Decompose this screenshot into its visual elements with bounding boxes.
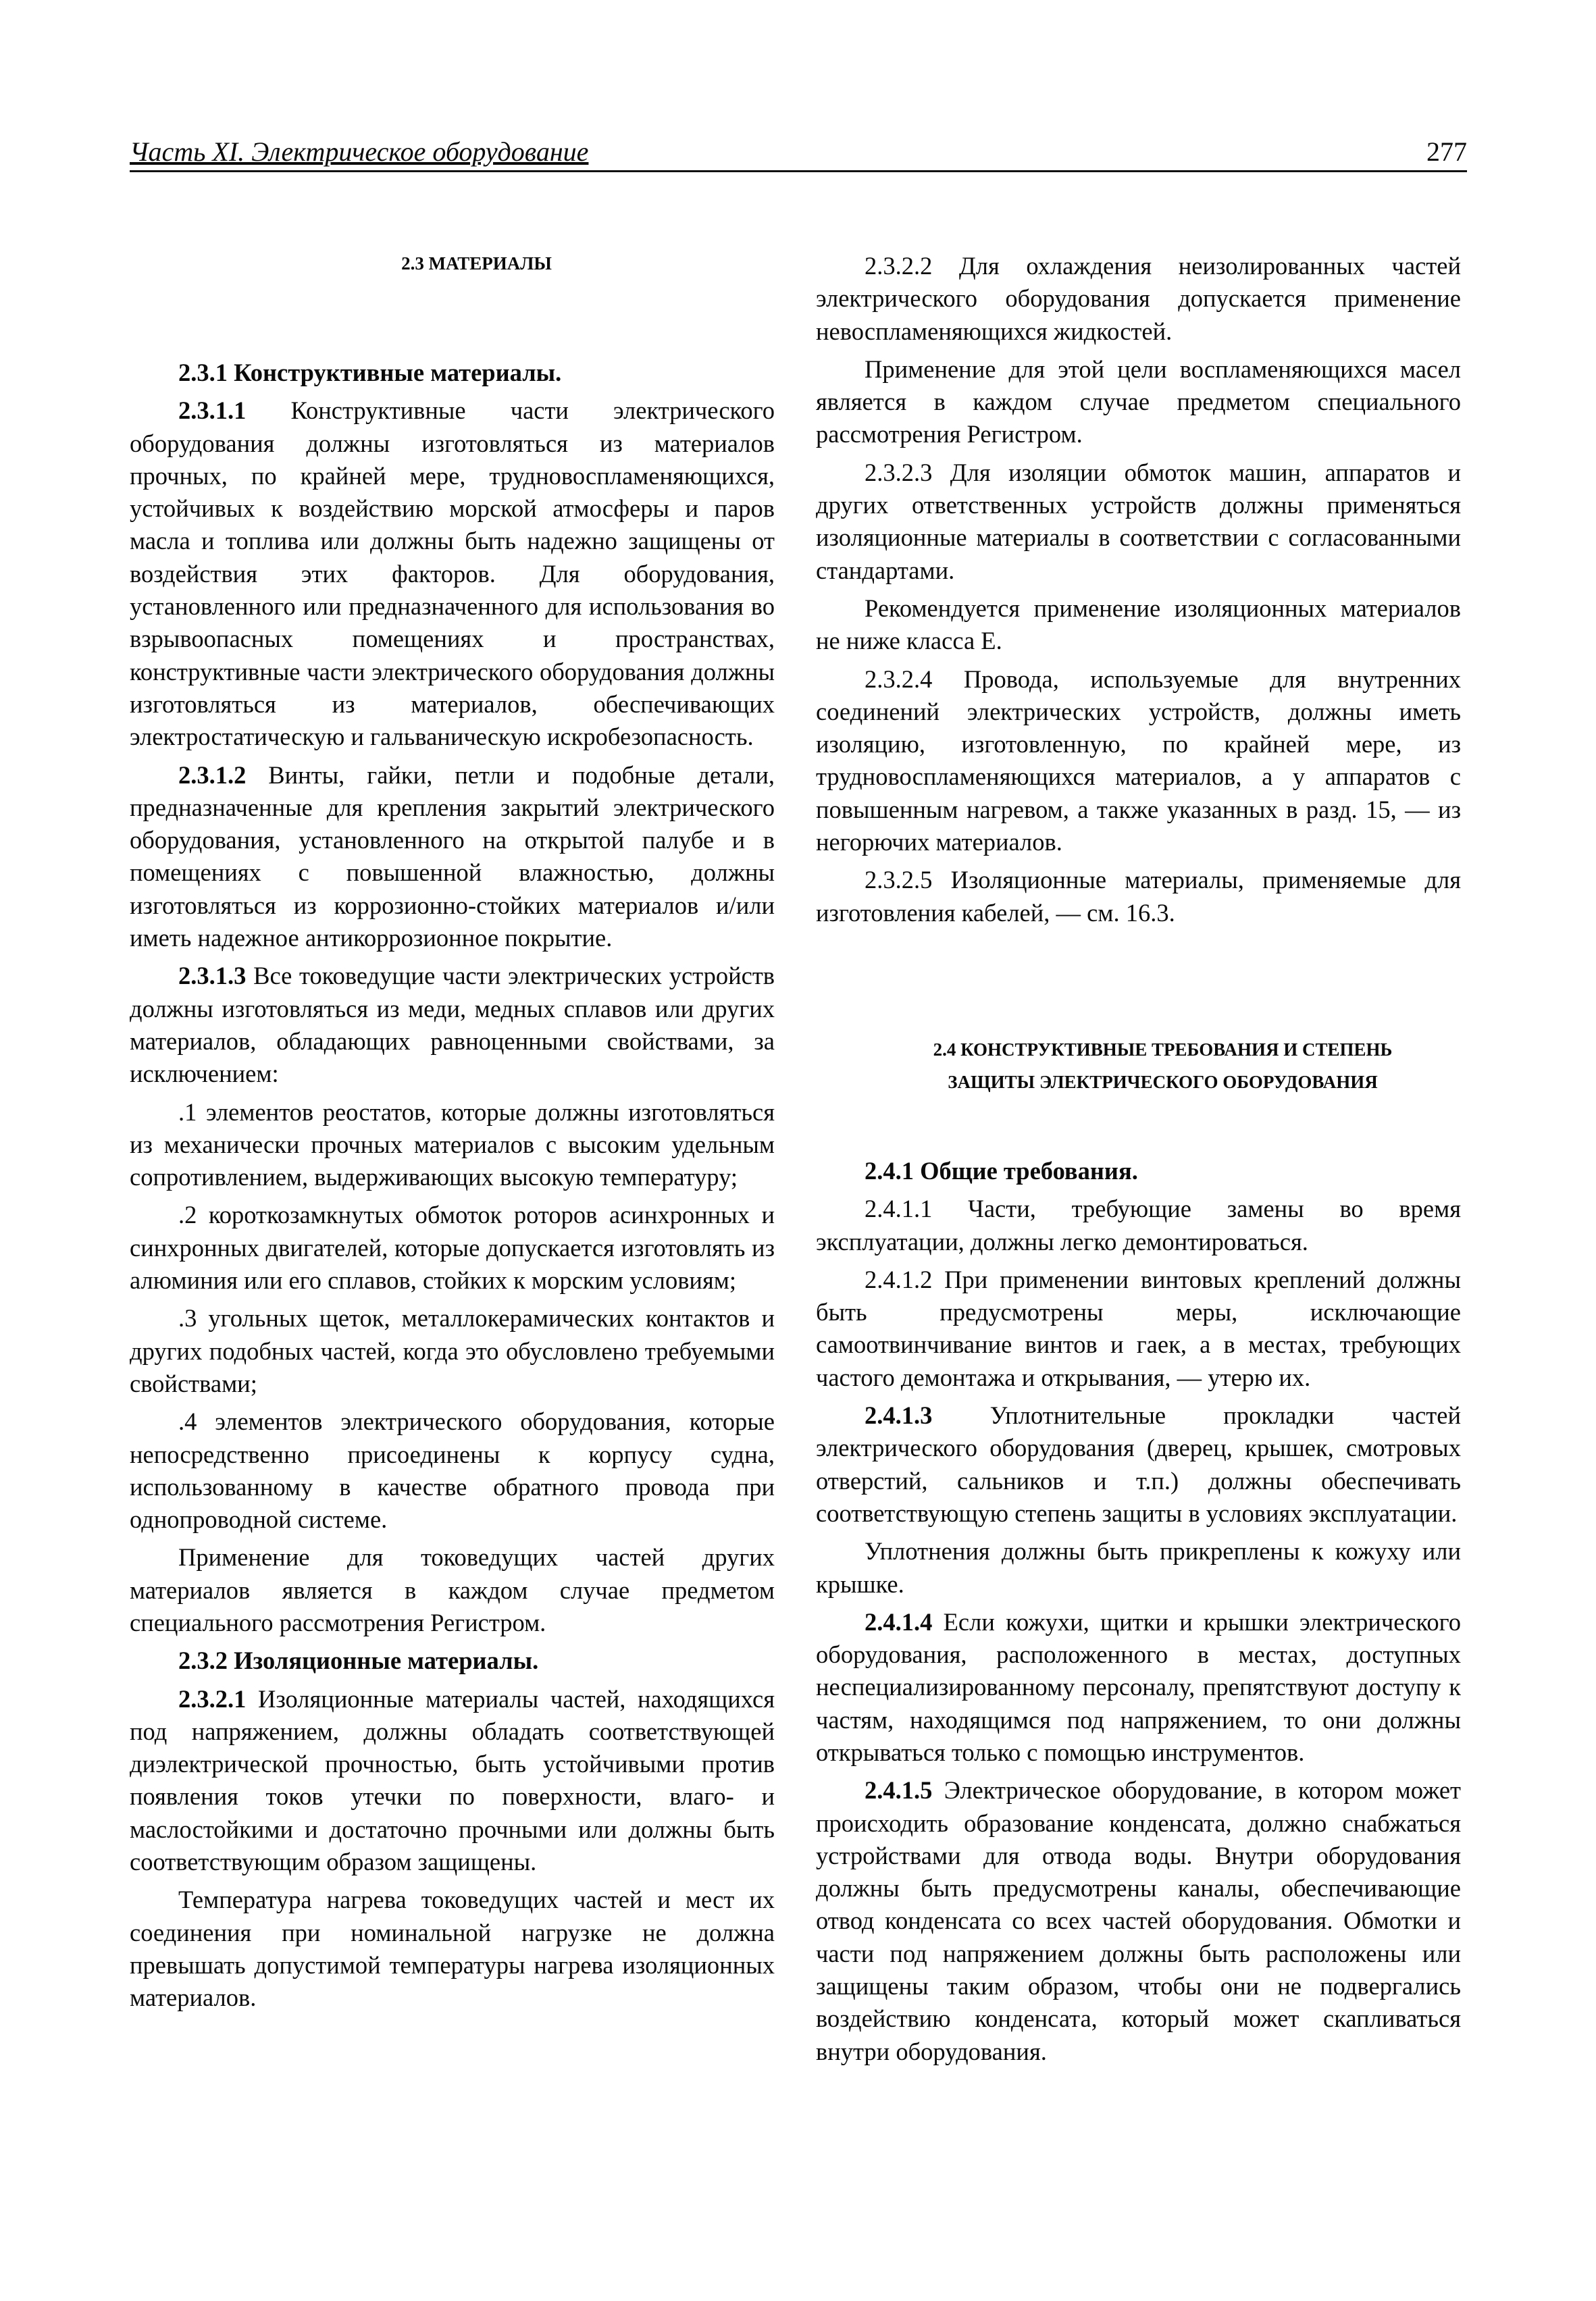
section-title-2-4-line-1: 2.4 КОНСТРУКТИВНЫЕ ТРЕБОВАНИЯ И СТЕПЕНЬ: [933, 1039, 1393, 1060]
paragraph-2-3-2-2: 2.3.2.2 Для охлаждения неизолированных частей электрического оборудования допускается применение невоспламеняющихся жидкостей.: [816, 252, 1461, 345]
page-header: [130, 130, 1467, 172]
clause-text: Конструктивные части электрического оборудования должны изготовляться из материалов прочных, по крайней мере, трудновоспламеняющихся, устойчивых к воздействию морской атмосферы и паров масла и топлива или должны быть надежно защищены от воздействия этих факторов. Для оборудования, установленного или предназначенного для использования во взрывоопасных помещениях и пространствах, конструктивные части электрического оборудования должны изготовляться из материалов, обеспечивающих электростатическую и гальваническую искробезопасность.: [130, 396, 775, 751]
clause-number: 2.3.1.1: [178, 396, 247, 425]
clause-text: Части, требующие замены во время эксплуатации, должны легко демонтироваться.: [816, 1195, 1461, 1256]
paragraph-2-3-1-3: [130, 960, 775, 1090]
subsection-heading-2-3-2: 2.3.2 Изоляционные материалы.: [178, 1647, 539, 1675]
paragraph-2-3-2-1: [130, 1683, 775, 1879]
paragraph-2-4-1-4: [816, 1606, 1461, 1769]
clause-number: 2.4.1.5: [865, 1776, 933, 1805]
section-title-2-4-line-2: ЗАЩИТЫ ЭЛЕКТРИЧЕСКОГО ОБОРУДОВАНИЯ: [948, 1071, 1378, 1092]
list-item-2: .2 короткозамкнутых обмоток роторов асинхронных и синхронных двигателей, которые допускается изготовлять из алюминия или его сплавов, стойких к морским условиям;: [130, 1201, 775, 1295]
clause-text: Все токоведущие части электрических устройств должны изготовляться из меди, медных сплавов или других материалов, обладающих равноценными свойствами, за исключением:: [130, 962, 775, 1088]
spacer: [130, 282, 775, 357]
page-number: 277: [1426, 136, 1467, 167]
spacer: [816, 935, 1461, 1036]
clause-text: Винты, гайки, петли и подобные детали, предназначенные для крепления закрытий электрического оборудования, установленного на открытой палубе и в помещениях с повышенной влажностью, должны изготовляться из коррозионно-стойких материалов и/или иметь надежное антикоррозионное покрытие.: [130, 760, 775, 952]
paragraph-2-3-2-3: 2.3.2.3 Для изоляции обмоток машин, аппаратов и других ответственных устройств должны применяться изоляционные материалы в соответствии с согласованными стандартами.: [816, 458, 1461, 584]
clause-number: 2.3.2.1: [178, 1684, 247, 1713]
clause-number: 2.4.1.2: [865, 1265, 933, 1293]
paragraph-2-3-1-2: [130, 759, 775, 955]
clause-text: Уплотнительные прокладки частей электрического оборудования (дверец, крышек, смотровых отверстий, сальников и т.п.) должны обеспечивать соответствующую степень защиты в условиях эксплуатации.: [816, 1401, 1461, 1527]
paragraph-2-4-1-3: [816, 1399, 1461, 1530]
clause-text: При применении винтовых креплений должны быть предусмотрены меры, исключающие самоотвинчивание винтов и гаек, а в местах, требующих частого демонтажа и открывания, — утерю их.: [816, 1265, 1461, 1391]
list-item-4: .4 элементов электрического оборудования, которые непосредственно присоединены к корпусу судна, использованному в качестве обратного провода при однопроводной системе.: [130, 1407, 775, 1534]
clause-text: Изоляционные материалы частей, находящихся под напряжением, должны обладать соответствующей диэлектрической прочностью, быть устойчивыми против появления токов утечки по поверхности, влаго- и маслостойкими и достаточно прочными или должны быть соответствующим образом защищены.: [130, 1684, 775, 1876]
paragraph-2-3-2-5: 2.3.2.5 Изоляционные материалы, применяемые для изготовления кабелей, — см. 16.3.: [816, 866, 1461, 927]
paragraph-2-4-1-1: [816, 1193, 1461, 1258]
spacer: [816, 1101, 1461, 1155]
paragraph-2-4-1-2: [816, 1264, 1461, 1394]
list-item-3: .3 угольных щеток, металлокерамических контактов и других подобных частей, когда это обусловлено требуемыми свойствами;: [130, 1304, 775, 1397]
paragraph-seals: Уплотнения должны быть прикреплены к кожуху или крышке.: [816, 1537, 1461, 1598]
list-item-1: .1 элементов реостатов, которые должны изготовляться из механически прочных материалов с высоким удельным сопротивлением, выдерживающих высокую температуру;: [130, 1097, 775, 1191]
paragraph-oils: Применение для этой цели воспламеняющихся масел является в каждом случае предметом специального рассмотрения Регистром.: [816, 355, 1461, 448]
clause-number: 2.3.1.3: [178, 962, 247, 990]
paragraph-other-materials: Применение для токоведущих частей других материалов является в каждом случае предметом специального рассмотрения Регистром.: [130, 1543, 775, 1636]
clause-number: 2.4.1.4: [865, 1607, 933, 1636]
paragraph-temperature: Температура нагрева токоведущих частей и мест их соединения при номинальной нагрузке не должна превышать допустимой температуры нагрева изоляционных материалов.: [130, 1886, 775, 2012]
section-title-2-3: 2.3 МАТЕРИАЛЫ: [401, 253, 552, 274]
paragraph-2-3-1-1: [130, 394, 775, 753]
header-title: Часть XI. Электрическое оборудование: [130, 136, 589, 167]
paragraph-2-3-2-4: 2.3.2.4 Провода, используемые для внутренних соединений электрических устройств, должны иметь изоляцию, изготовленную, по крайней мере, из трудновоспламеняющихся материалов, а у аппаратов с повышенным нагревом, а также указанных в разд. 15, — из негорючих материалов.: [816, 665, 1461, 856]
clause-number: 2.4.1.3: [865, 1401, 933, 1430]
subsection-heading-2-4-1: 2.4.1 Общие требования.: [865, 1156, 1138, 1185]
clause-number: 2.4.1.1: [865, 1195, 933, 1223]
clause-text: Если кожухи, щитки и крышки электрического оборудования, расположенного в местах, доступных неспециализированному персоналу, препятствуют доступу к частям, находящимся под напряжением, то они должны открываться только с помощью инструментов.: [816, 1607, 1461, 1766]
subsection-heading-2-3-1: 2.3.1 Конструктивные материалы.: [178, 359, 562, 386]
paragraph-insulation-class: Рекомендуется применение изоляционных материалов не ниже класса E.: [816, 594, 1461, 655]
paragraph-2-4-1-5: [816, 1774, 1461, 2068]
clause-number: 2.3.1.2: [178, 760, 247, 789]
left-column: [130, 250, 775, 2020]
clause-text: Электрическое оборудование, в котором может происходить образование конденсата, должно снабжаться устройствами для отвода воды. Внутри оборудования должны быть предусмотрены каналы, обеспечивающие отвод конденсата со всех частей оборудования. Обмотки и части под напряжением должны быть расположены или защищены таким образом, чтобы они не подвергались воздействию конденсата, который может скапливаться внутри оборудования.: [816, 1776, 1461, 2065]
right-column: [816, 250, 1461, 2073]
